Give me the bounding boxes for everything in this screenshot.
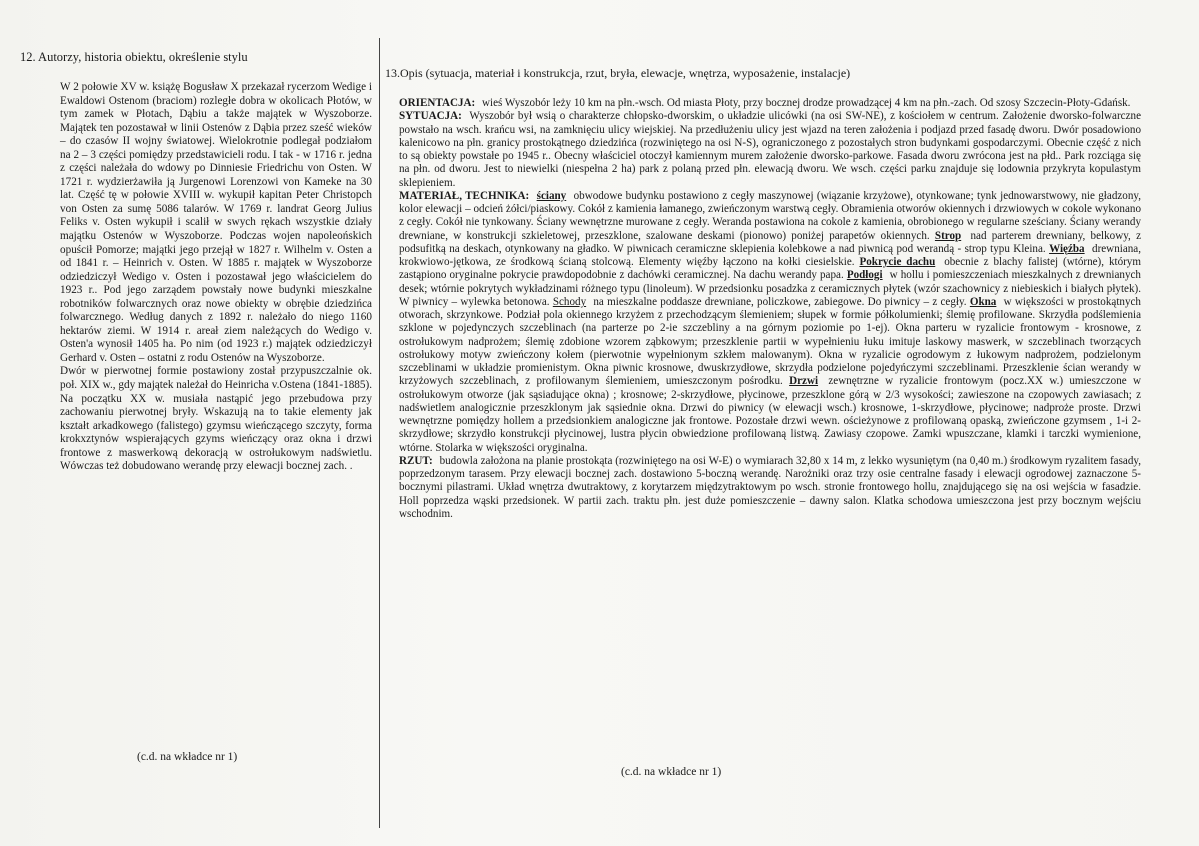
right-continued-note: (c.d. na wkładce nr 1) (621, 766, 722, 778)
rzut-label: RZUT: (399, 454, 433, 467)
schody-label: Schody (552, 295, 587, 308)
wiezba-text: drewniana, krokwiowo-jętkowa, ze środkową ścianą stolcową. Elementy więźby łączono na kołki ciesielskie. (399, 242, 1141, 268)
history-column (60, 81, 372, 474)
left-continued-note: (c.d. na wkładce nr 1) (137, 751, 238, 763)
okna-label: Okna (969, 295, 997, 308)
column-divider (379, 38, 380, 828)
section-13-heading: 13.Opis (sytuacja, materiał i konstrukcja, rzut, bryła, elewacje, wnętrza, wyposażenie, instalacje) (385, 66, 851, 80)
pokrycie-label: Pokrycie dachu (859, 256, 936, 268)
wiezba-label: Więźba (1049, 242, 1085, 255)
drzwi-label: Drzwi (789, 375, 819, 388)
material-paragraph (399, 190, 1141, 455)
orientacja-label: ORIENTACJA: (399, 97, 476, 109)
podlogi-label: Podłogi (846, 269, 883, 282)
building-paragraph: Dwór w pierwotnej formie postawiony został przypuszczalnie ok. poł. XIX w., gdy majątek należał do Heinricha v.Ostena (1841-1885). Na początku XX w. musiała nastąpić jego przebudowa przy zachowaniu pierwotnej bryły. Wskazują na to takie elementy jak kształt arkadkowego (falistego) gzymsu wieńczącego szczyty, forma krokxztynów wspierających gzyms wieńczący oraz okna i drzwi frontowe z maswerkową dekoracją w ostrołukowym nadświetlu. Wówczas też dobudowano werandę przy elewacji bocznej zach. . (60, 365, 372, 473)
sciany-text: obwodowe budynku postawiono z cegły maszynowej (wiązanie krzyżowe), otynkowane; tynk jednowarstwowy, nie gładzony, kolor elewacji – odcień żółci/piaskowy. Cokół z kamienia łamanego, zwieńczonym warstwą cegły. Obramienia otworów okiennych i drzwiowych w cokole wykonano z cegły. Cokół nie tynkowany. Ściany wewnętrzne murowane z cegły. Weranda postawiona na cokole z kamienia, obrobionego w regularne sześciany. Ściany werandy drewniane, w konstrukcji szkieletowej, przeszklone, szalowane deskami (pionowo) poniżej parapetów okiennych. (399, 189, 1141, 242)
sytuacja-label: SYTUACJA: (399, 110, 462, 123)
sytuacja-text: Wyszobór był wsią o charakterze chłopsko-dworskim, o układzie ulicówki (na osi SW-NE), z kościołem w centrum. Założenie dworsko-folwarczne powstało na wsch. krańcu wsi, na zamknięciu ulicy wiejskiej. Na przedłużeniu ulicy jest wjazd na teren założenia i podjazd przed fasadę dworu. Dwór posadowiono kalenicowo na płn. granicy prostokątnego dziedzińca (rozwiniętego na osi N-S), ograniczonego z pozostałych stron budynkami gospodarczymi. Obecnie część z nich to są obiekty powstałe po 1945 r.. Obecny właściciel otoczył kamiennym murem założenie dworsko-parkowe. Fasada dworu zwrócona jest na płd.. Park rozciąga się na płn. od dworu. Jest to niewielki (niespełna 2 ha) park z polaną przed płn. elewacją dworu. We wsch. części parku znajduje się lodownia przykryta kopulastym sklepieniem. (399, 110, 1141, 189)
rzut-paragraph (399, 455, 1141, 521)
sciany-label: ściany (536, 189, 567, 202)
strop-label: Strop (934, 229, 962, 242)
rzut-text: budowla założona na planie prostokąta (rozwiniętego na osi W-E) o wymiarach 32,80 x 14 m, z lekko wysuniętym (na 0,40 m.) środkowym ryzalitem fasady, poprzedzonym tarasem. Przy elewacji bocznej zach. dostawiono 5-boczną werandę. Narożniki oraz trzy osie centralne fasady i elewacji ogrodowej zaznaczone 5-bocznymi pilastrami. Układ wnętrza dwutraktowy, z korytarzem międzytraktowym po wsch. stronie frontowego hollu, znajdującego się na osi wejścia w fasadzie. Holl poprzedza wąski przedsionek. W partii zach. traktu płn. jest duże pomieszczenie – dawny salon. Klatka schodowa umieszczona jest przy bocznym wejściu wschodnim. (399, 454, 1141, 520)
history-paragraph: W 2 połowie XV w. książę Bogusław X przekazał rycerzom Wedige i Ewaldowi Ostenom (braciom) rozległe dobra w okolicach Płotów, w tym zamek w Płotach, Dąbiu a także majątek w Wyszoborze. Majątek ten pozostawał w linii Ostenów z Dąbia przez sześć wieków – do czasów II wojny światowej. Wielokrotnie podlegał podziałom na 2 – 3 części pomiędzy przedstawicieli rodu. I tak - w 1716 r. jedna z części należała do wdowy po Dinniesie Friedrichu von Osten. W 1721 r. wydzierżawiła ją Jurgenowi Lorenzowi von Kameke na 30 lat. Część tę w połowie XVIII w. wykupił kapitan Peter Christopch von Osten za sumę 5086 talarów. W 1769 r. landrat Georg Julius Feliks v. Osten wykupił i scalił w swych rękach wszystkie działy majątku Ostenów w Wyszoborze. Podczas wojen napoleońskich opuścił Pomorze; majątki jego przejął w 1827 r. Wilhelm v. Osten a od 1841 r. – Heinrich v. Osten. W 1885 r. majątek w Wyszoborze odziedziczył Wedigo v. Osten i pozostawał jego właścicielem do 1923 r.. Pod jego zarządem powstały nowe budynki mieszkalne robotników folwarcznych oraz nowe obiekty w obrębie dziedzińca folwarcznego. Według danych z 1892 r. należało do niego 1160 hektarów ziemi. W 1914 r. areał ziem należących do Wedigo v. Osten'a wynosił 1405 ha. Po nim (od 1923 r.) majątek odziedziczył Gerhard v. Osten – ostatni z rodu Ostenów na Wyszoborze. (60, 81, 372, 364)
section-12-heading: 12. Autorzy, historia obiektu, określenie stylu (20, 50, 248, 64)
okna-text: w większości w prostokątnych otworach, skrzynkowe. Podział pola okiennego krzyżem z przechodzącym ślemieniem; słupek w formie półkolumienki; ślemię profilowane. Skrzydła podślemienia szklone w pojedynczych szczeblinach (na parterze po 2-ie szczebliny a na górnym poziomie po 1-ej). Okna parteru w ryzalicie frontowym - krosnowe, z ostrołukowym nadprożem; ślemię zdobione wzorem ząbkowym; przeszklenie partii w wypełnieniu łuku imituje laskowy maswerk, w szczeblinach tworzących ostrołukowy motyw zwieńczony kołem (pierwotnie wypełnionym szkłem malowanym). Okna w ryzalicie ogrodowym z łukowym nadprożem, podzielonym szczeblinami w układzie promienistym. Okna piwnic krosnowe, dwuskrzydłowe, skrzydła podzielone pojedyńczymi szczeblinami. Przeszklenie ścian werandy w krzyżowych szczeblinach, z profilowanym ślemieniem, umieszczonym pośrodku. (399, 295, 1141, 388)
podlogi-text: w hollu i pomieszczeniach mieszkalnych z drewnianych desek; wtórnie pokrytych wykładzinami różnego typu (linoleum). W przedsionku posadzka z ceramicznych płytek (wzór szachownicy z niebieskich i białych płytek). W piwnicy – wylewka betonowa. (399, 269, 1141, 308)
description-column (399, 97, 1141, 521)
drzwi-text: zewnętrzne w ryzalicie frontowym (pocz.XX w.) umieszczone w ostrołukowym otworze (jak sąsiadujące okna) ; krosnowe; 2-skrzydłowe, płycinowe, przeszklone górą w 2/3 wysokości; zawieszone na czopowych zawiasach; z nadświetlem analogicznie przeszklonym jak sąsiednie okna. Drzwi do piwnicy (w elewacji wsch.) krosnowe, 1-skrzydłowe, płycinowe; nadproże proste. Drzwi wewnętrzne pomiędzy hollem a przedsionkiem analogiczne jak frontowe. Pozostałe drzwi wewn. ościeżynowe z profilowaną opaską, zwieńczone gzymsem , 1-i 2-skrzydłowe; skrzydło konstrukcji płycinowej, lustra płycin obwiedzione profilowaną listwą. Zawiasy czopowe. Zamki wpuszczane, klamki i tarczki wymienione, wtórne. Stolarka w większości oryginalna. (399, 375, 1141, 454)
schody-text: na mieszkalne poddasze drewniane, policzkowe, zabiegowe. Do piwnicy – z cegły. (593, 295, 967, 308)
orientacja-paragraph (399, 97, 1141, 110)
strop-text: nad parterem drewniany, belkowy, z podsufitką na deskach, otynkowany na gładko. W piwnicach ceramiczne sklepienia kolebkowe a nad piwnicą pod werandą - strop typu Kleina. (399, 229, 1141, 255)
orientacja-text: wieś Wyszobór leży 10 km na płn.-wsch. Od miasta Płoty, przy bocznej drodze prowadzącej 4 km na płn.-zach. Od szosy Szczecin-Płoty-Gdańsk. (482, 97, 1131, 109)
sytuacja-paragraph (399, 110, 1141, 190)
material-label: MATERIAŁ, TECHNIKA: (399, 189, 530, 202)
pokrycie-text: obecnie z blachy falistej (wtórne), którym zastąpiono oryginalne pokrycie prawdopodobnie z dachówki ceramicznej. Na dachu werandy papa. (399, 256, 1141, 282)
